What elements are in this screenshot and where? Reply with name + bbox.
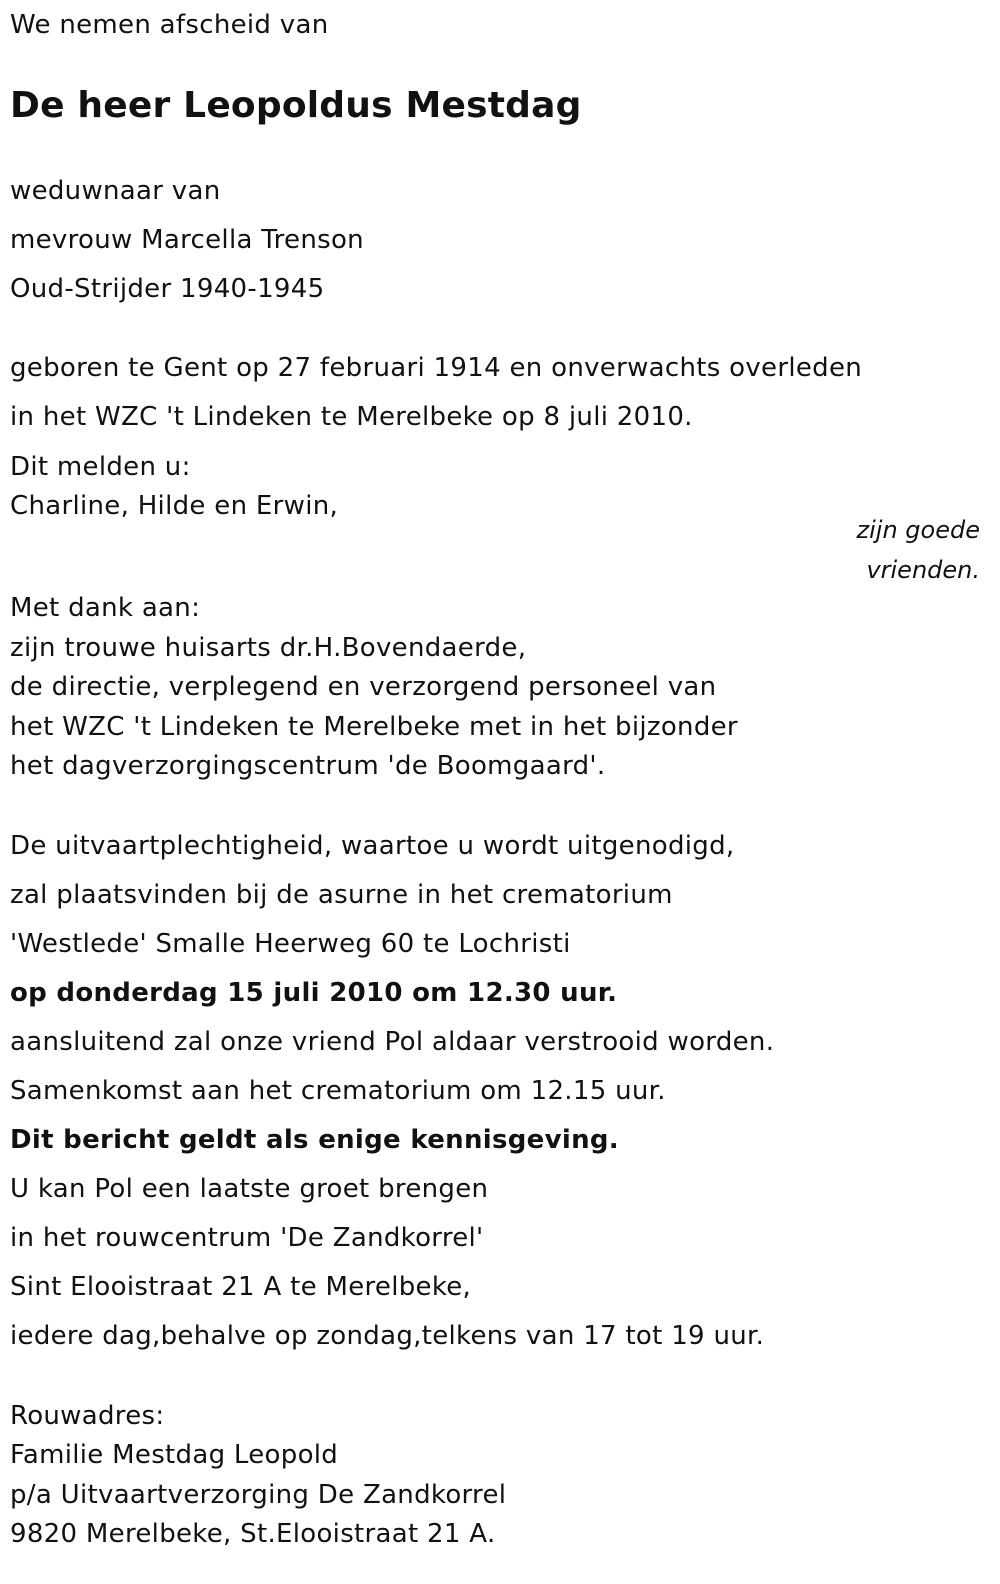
- visitation-line-4: iedere dag,behalve op zondag,telkens van 17 tot 19 uur.: [10, 1321, 765, 1351]
- address-line-1: Familie Mestdag Leopold: [10, 1440, 339, 1470]
- visitation-line-2: in het rouwcentrum 'De Zandkorrel': [10, 1223, 484, 1253]
- visitation-line-3: Sint Elooistraat 21 A te Merelbeke,: [10, 1272, 472, 1302]
- birth-line: geboren te Gent op 27 februari 1914 en onverwachts overleden: [10, 353, 863, 383]
- deceased-name-title: De heer Leopoldus Mestdag: [10, 85, 582, 126]
- death-line: in het WZC 't Lindeken te Merelbeke op 8 juli 2010.: [10, 402, 693, 432]
- relation-line-1: zijn goede: [856, 516, 980, 544]
- ceremony-line-4: aansluitend zal onze vriend Pol aldaar verstrooid worden.: [10, 1027, 775, 1057]
- thanks-label: Met dank aan:: [10, 593, 201, 623]
- announcers-label: Dit melden u:: [10, 452, 191, 482]
- relation-line-2: vrienden.: [866, 556, 980, 584]
- announcers-relation: [857, 510, 980, 590]
- intro-text: We nemen afscheid van: [10, 10, 329, 40]
- ceremony-line-3: 'Westlede' Smalle Heerweg 60 te Lochristi: [10, 929, 571, 959]
- announcers-names: Charline, Hilde en Erwin,: [10, 491, 339, 521]
- thanks-line-1: zijn trouwe huisarts dr.H.Bovendaerde,: [10, 633, 527, 663]
- status-widower: weduwnaar van: [10, 176, 221, 206]
- ceremony-line-1: De uitvaartplechtigheid, waartoe u wordt uitgenodigd,: [10, 831, 735, 861]
- address-line-2: p/a Uitvaartverzorging De Zandkorrel: [10, 1480, 507, 1510]
- visitation-line-1: U kan Pol een laatste groet brengen: [10, 1174, 489, 1204]
- address-label: Rouwadres:: [10, 1401, 165, 1431]
- notice-line: Dit bericht geldt als enige kennisgeving.: [10, 1125, 619, 1155]
- address-line-3: 9820 Merelbeke, St.Elooistraat 21 A.: [10, 1519, 496, 1549]
- thanks-line-4: het dagverzorgingscentrum 'de Boomgaard'.: [10, 751, 606, 781]
- thanks-line-3: het WZC 't Lindeken te Merelbeke met in het bijzonder: [10, 712, 738, 742]
- ceremony-line-5: Samenkomst aan het crematorium om 12.15 uur.: [10, 1076, 666, 1106]
- status-veteran: Oud-Strijder 1940-1945: [10, 274, 325, 304]
- thanks-line-2: de directie, verplegend en verzorgend personeel van: [10, 672, 717, 702]
- status-spouse: mevrouw Marcella Trenson: [10, 225, 364, 255]
- ceremony-line-2: zal plaatsvinden bij de asurne in het crematorium: [10, 880, 673, 910]
- ceremony-date-time: op donderdag 15 juli 2010 om 12.30 uur.: [10, 978, 618, 1008]
